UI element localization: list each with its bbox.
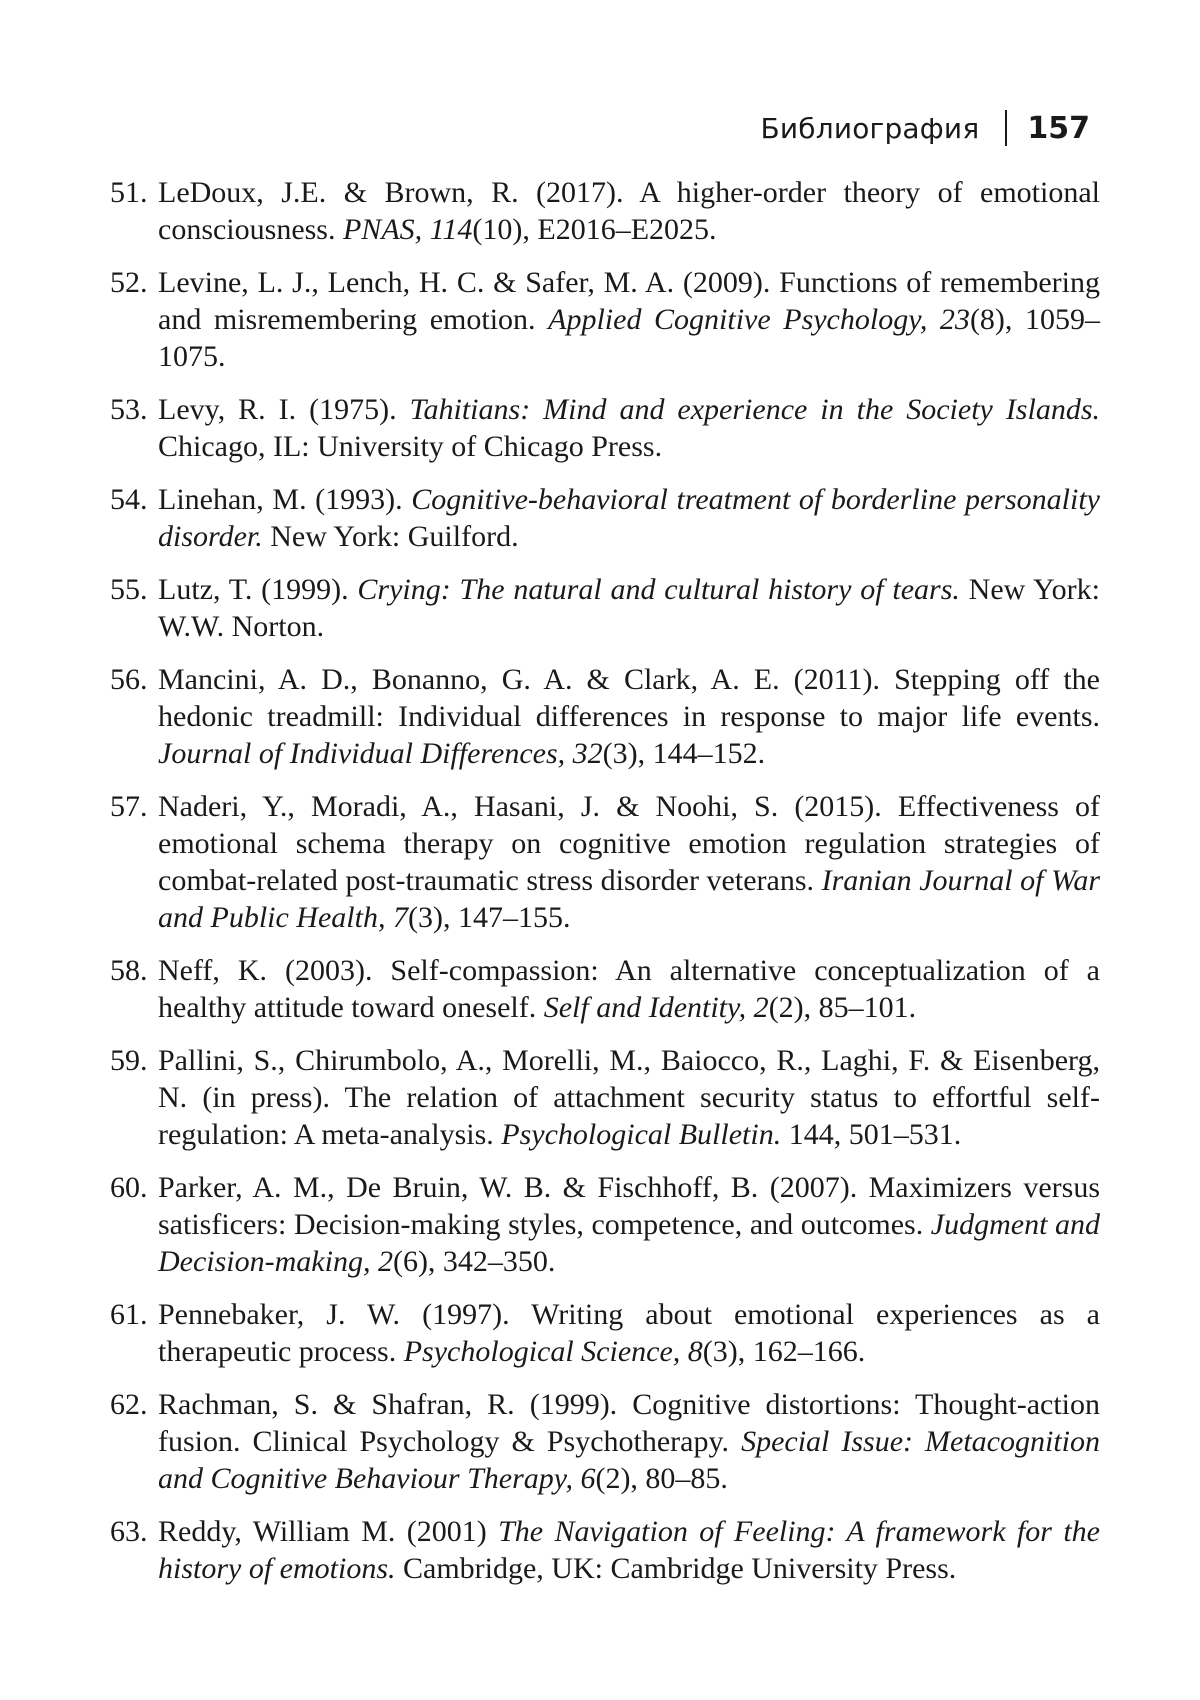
reference-italic-segment: Psychological Science, 8 <box>403 1335 703 1368</box>
reference-segment: Reddy, William M. (2001) <box>158 1515 499 1548</box>
reference-entry <box>110 1169 1100 1280</box>
reference-segment: Naderi, Y., Moradi, A., Hasani, J. & Noohi, S. (2015). Effectiveness of emotional schema therapy on cognitive emotion regulation strategies of combat-related post-traumatic stress disorder veterans. <box>158 790 1100 897</box>
reference-entry <box>110 1296 1100 1370</box>
reference-italic-segment: Iranian Journal of War and Public Health, 7 <box>158 864 1100 934</box>
reference-number: 61. <box>110 1298 148 1331</box>
reference-entry <box>110 571 1100 645</box>
reference-entry <box>110 661 1100 772</box>
reference-text <box>158 266 1100 373</box>
reference-text <box>158 954 1100 1024</box>
reference-number: 57. <box>110 790 148 823</box>
reference-segment: (10), E2016–E2025. <box>472 213 717 246</box>
reference-segment: (2), 80–85. <box>595 1462 728 1495</box>
reference-entry <box>110 391 1100 465</box>
reference-italic-segment: Journal of Individual Differences, 32 <box>158 737 603 770</box>
reference-italic-segment: PNAS, 114 <box>342 213 473 246</box>
reference-text <box>158 663 1100 770</box>
section-title: Библиография <box>760 111 980 145</box>
reference-segment: (3), 162–166. <box>702 1335 866 1368</box>
reference-text <box>158 573 1100 643</box>
reference-segment: New York: Guilford. <box>262 520 519 553</box>
reference-segment: (3), 144–152. <box>602 737 766 770</box>
reference-text <box>158 1044 1100 1151</box>
reference-entry <box>110 174 1100 248</box>
reference-segment: 144, 501–531. <box>781 1118 962 1151</box>
reference-text <box>158 1388 1100 1495</box>
reference-text <box>158 483 1100 553</box>
reference-text <box>158 790 1100 934</box>
reference-segment: (6), 342–350. <box>392 1245 556 1278</box>
reference-number: 59. <box>110 1044 148 1077</box>
reference-entry <box>110 264 1100 375</box>
reference-segment: Pennebaker, J. W. (1997). Writing about emotional experiences as a therapeutic process. <box>158 1298 1100 1368</box>
reference-number: 53. <box>110 393 148 426</box>
reference-segment: Cambridge, UK: Cambridge University Press. <box>395 1552 957 1585</box>
reference-segment: Mancini, A. D., Bonanno, G. A. & Clark, A. E. (2011). Stepping off the hedonic treadmill: Individual differences in response to major life events. <box>158 663 1100 733</box>
reference-segment: LeDoux, J.E. & Brown, R. (2017). A higher-order theory of emotional consciousness. <box>158 176 1100 246</box>
reference-segment: Levine, L. J., Lench, H. C. & Safer, M. A. (2009). Functions of remembering and misremembering emotion. <box>158 266 1100 336</box>
reference-number: 60. <box>110 1171 148 1204</box>
reference-number: 56. <box>110 663 148 696</box>
reference-entry <box>110 788 1100 936</box>
running-head <box>760 110 1090 146</box>
reference-italic-segment: Crying: The natural and cultural history of tears. <box>357 573 960 606</box>
reference-segment: Levy, R. I. (1975). <box>158 393 410 426</box>
reference-segment: (8), 1059–1075. <box>158 303 1100 373</box>
reference-italic-segment: Self and Identity, 2 <box>543 991 769 1024</box>
reference-number: 51. <box>110 176 148 209</box>
reference-number: 63. <box>110 1515 148 1548</box>
reference-italic-segment: Special Issue: Metacognition and Cognitive Behaviour Therapy, 6 <box>158 1425 1100 1495</box>
reference-number: 52. <box>110 266 148 299</box>
reference-text <box>158 393 1100 463</box>
reference-text <box>158 1171 1100 1278</box>
reference-italic-segment: Judgment and Decision-making, 2 <box>158 1208 1100 1278</box>
reference-segment: (3), 147–155. <box>407 901 571 934</box>
reference-segment: Rachman, S. & Shafran, R. (1999). Cognitive distortions: Thought-action fusion. Clinical Psychology & Psychotherapy. <box>158 1388 1100 1458</box>
reference-entry <box>110 1042 1100 1153</box>
reference-segment: Linehan, M. (1993). <box>158 483 412 516</box>
page-number: 157 <box>1027 110 1090 146</box>
reference-list <box>110 174 1100 1603</box>
reference-italic-segment: Cognitive-behavioral treatment of borderline personality disorder. <box>158 483 1100 553</box>
reference-text <box>158 176 1100 246</box>
reference-italic-segment: Tahitians: Mind and experience in the Society Islands. <box>409 393 1100 426</box>
reference-segment: Chicago, IL: University of Chicago Press. <box>158 430 663 463</box>
reference-italic-segment: The Navigation of Feeling: A framework for the history of emotions. <box>158 1515 1100 1585</box>
reference-segment: Pallini, S., Chirumbolo, A., Morelli, M., Baiocco, R., Laghi, F. & Eisenberg, N. (in press). The relation of attachment security status to effortful self-regulation: A meta-analysis. <box>158 1044 1100 1151</box>
reference-segment: (2), 85–101. <box>768 991 917 1024</box>
header-divider <box>1005 110 1007 146</box>
reference-number: 58. <box>110 954 148 987</box>
reference-segment: Parker, A. M., De Bruin, W. B. & Fischhoff, B. (2007). Maximizers versus satisficers: Decision-making styles, competence, and outcomes. <box>158 1171 1100 1241</box>
reference-entry <box>110 1513 1100 1587</box>
reference-segment: New York: W.W. Norton. <box>158 573 1100 643</box>
reference-segment: Neff, K. (2003). Self-compassion: An alternative conceptualization of a healthy attitude toward oneself. <box>158 954 1100 1024</box>
reference-number: 62. <box>110 1388 148 1421</box>
reference-segment: Lutz, T. (1999). <box>158 573 358 606</box>
reference-entry <box>110 952 1100 1026</box>
reference-entry <box>110 1386 1100 1497</box>
reference-italic-segment: Psychological Bulletin. <box>501 1118 782 1151</box>
reference-number: 54. <box>110 483 148 516</box>
reference-text <box>158 1298 1100 1368</box>
reference-entry <box>110 481 1100 555</box>
reference-italic-segment: Applied Cognitive Psychology, 23 <box>548 303 970 336</box>
reference-number: 55. <box>110 573 148 606</box>
reference-text <box>158 1515 1100 1585</box>
